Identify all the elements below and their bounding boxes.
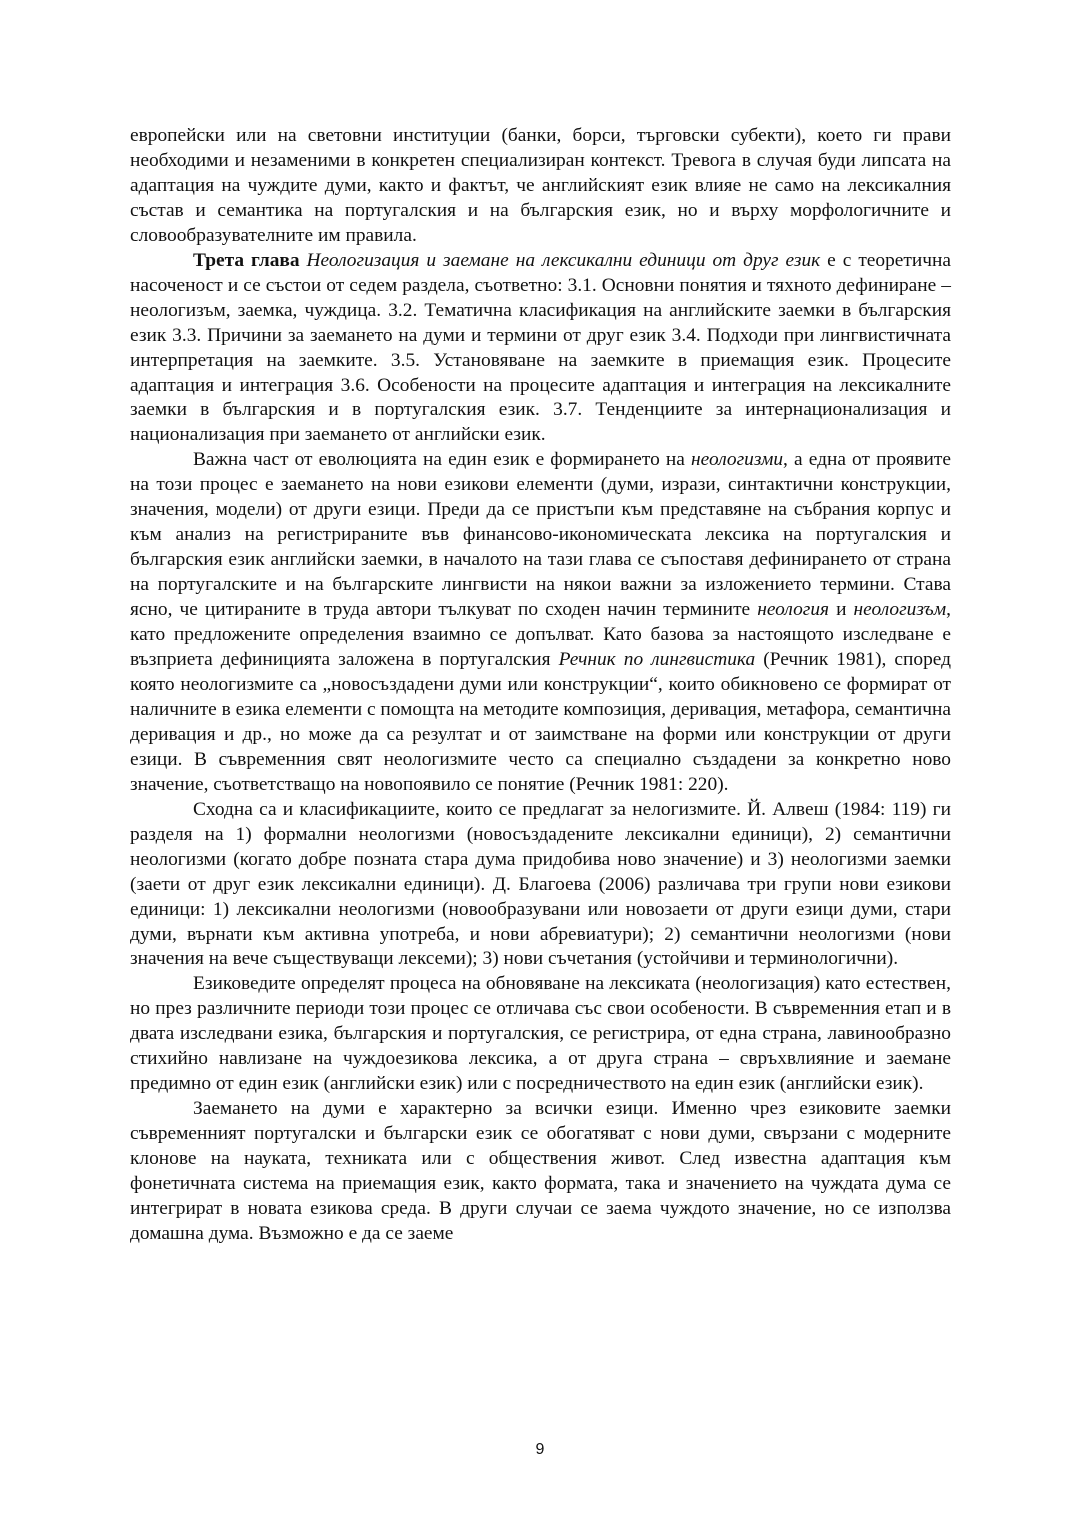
page-number: 9 [535,1441,545,1458]
chapter-label: Трета глава [193,249,300,271]
paragraph-renewal: Езиковедите определят процеса на обновяване на лексиката (неологизация) като естествен, но през различните периоди този процес се отличава със свои особености. В съвременния етап и в двата изследвани езика, българския и португалския, се регистрира, от една страна, лавинообразно стихийно навлизане на чуждоезикова лексика, а от друга страна – свръхвлияние и заемане предимно от един език (английски език) или с посредничеството на един език (английски език). [130,973,951,1095]
term-neology: неология [757,599,830,621]
term-neologisms: неологизми [691,449,784,471]
paragraph-continuation: европейски или на световни институции (банки, борси, търговски субекти), което ги прави необходими и незаменими в конкретен специализиран контекст. Тревога в случая буди липсата на адаптация на чуждите думи, както и фактът, че английският език влияе не само на лексикалния състав и семантика на португалския и на българския език, но и върху морфологичните и словообразувателните им правила. [130,125,951,246]
paragraph-chapter-three [130,249,951,449]
chapter-title: Неологизация и заемане на лексикални единици от друг език [306,249,821,271]
text-run: , а една от проявите на този процес е заемането на нови езикови елементи (думи, изрази, синтактични конструкции, значения, модели) от други езици. Преди да се пристъпи към представяне на събрания корпус и към анализ на регистрираните във финансово-икономическата лексика на португалския и българския език английски заемки, в началото на тази глава се съпоставя дефинирането от страна на португалските и на българските лингвисти на някои важни за изложението термини. Става ясно, че цитираните в труда автори тълкуват по сходен начин термините [130,449,952,621]
term-neologism: неологизъм [853,599,947,621]
chapter-description: е с теоретична насоченост и се състои от седем раздела, съответно: 3.1. Основни понятия и тяхното дефиниране – неологизъм, заемка, чуждица. 3.2. Тематична класификация на английските заемки в българския език 3.3. Причини за заемането на думи и термини от друг език 3.4. Подходи при лингвистичната интерпретация на заемките. 3.5. Установяване на заемките в приемащия език. Процесите адаптация и интеграция 3.6. Особености на процесите адаптация и интеграция на лексикалните заемки в българския и в португалския език. 3.7. Тенденциите за интернационализация и национализация при заемането от английски език. [130,249,951,446]
text-run: и [829,599,854,621]
text-run: , като предложените определения взаимно се допълват. Като базова за настоящото изследване е възприета дефиницията заложена в португалския [130,599,951,671]
paragraph-neologisms [130,448,951,797]
text-run: (Речник 1981), според която неологизмите са „новосъздадени думи или конструкции“, които обикновено се формират от наличните в езика елементи с помощта на методите композиция, деривация, метафора, семантична деривация и др., но може да са резултат и от заимстване на форми или конструкции от други езици. В съвременния свят неологизмите често са специално създадени за конкретно ново значение, съответстващо на новопоявило се понятие (Речник 1981: 220). [130,649,951,795]
paragraph-borrowing: Заемането на думи е характерно за всички езици. Именно чрез езиковите заемки съвременният португалски и български език се обогатяват с нови думи, свързани с модерните клонове на науката, техниката или с обществения живот. След известна адаптация към фонетичната система на приемащия език, както формата, така и значението на чуждата дума се интегрират в новата езикова среда. В други случаи се заема чуждото значение, но се използва домашна дума. Възможно е да се заеме [130,1098,951,1244]
dictionary-title: Речник по лингвистика [558,649,756,671]
text-run: Важна част от еволюцията на един език е формирането на [193,449,692,471]
document-body [130,124,951,1247]
paragraph-classifications: Сходна са и класификациите, които се предлагат за нелогизмите. Й. Алвеш (1984: 119) ги разделя на 1) формални неологизми (новосъздадените лексикални единици), 2) семантични неологизми (когато добре позната стара дума придобива ново значение) и 3) неологизми заемки (заети от друг език лексикални единици). Д. Благоева (2006) различава три групи нови езикови единици: 1) лексикални неологизми (новообразувани или новозаети от други езици думи, стари думи, върнати към активна употреба, и нови абревиатури); 2) семантични неологизми (нови значения на вече съществуващи лексеми); 3) нови съчетания (устойчиви и терминологични). [130,798,951,970]
